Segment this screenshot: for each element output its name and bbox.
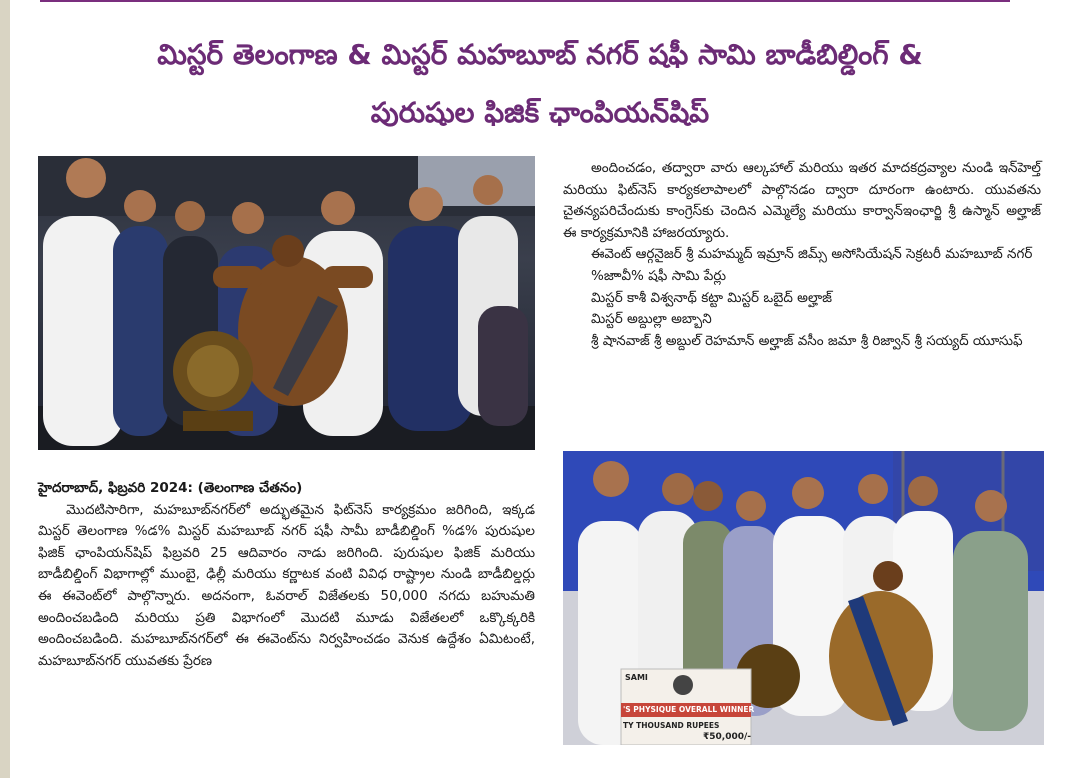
banner-line-2: TY THOUSAND RUPEES [623,721,720,730]
banner-logo: SAMI [625,673,648,682]
right-paragraph-1: అందించడం, తద్వారా వారు ఆల్కహాల్ మరియు ఇతర మాదకద్రవ్యాల నుండి ఇన్‌హెల్త్ మరియు ఫిట్‌నెస్ కార్యకలాపాలలో పాల్గొనడం ద్వారా దూరంగా ఉంటారు. యువతను చైతన్యపరిచేందుకు కాంగ్రెస్‌కు చెందిన ఎమ్మెల్యే మరియు కార్వాన్‌ఇంఛార్జి శ్రీ ఉస్మాన్ అల్హాజ్ ఈ కార్యక్రమానికి హాజరయ్యారు. [563,160,1041,241]
page-edge [0,0,10,778]
organizer-list-item: %జాావీ% షఫీ సామి పేర్లు [591,267,727,284]
article-left-column [38,478,535,672]
headline-line-1: మిస్టర్ తెలంగాణ & మిస్టర్ మహబూబ్ నగర్ షఫీ సామి బాడీబిల్డింగ్ & [157,38,923,71]
dateline: హైదరాబాద్, ఫిబ్రవరి 2024: (తెలంగాణ చేతనం) [38,480,303,496]
banner-amount: ₹50,000/- [703,732,752,742]
organizer-list-item: మిస్టర్ కాశీ విశ్వనాథ్ కట్టా మిస్టర్ ఒబైద్ అల్హాజ్ [591,289,832,306]
article-right-column [563,158,1041,352]
event-photo-group-trophy [38,156,535,450]
top-rule [40,0,1010,2]
event-photo-prize-winner [563,451,1044,745]
photo-1-illustration [38,156,535,450]
organizer-list-item: మిస్టర్ అబ్దుల్లా అబ్బాని [591,311,712,328]
organizer-list-item: శ్రీ షానవాజ్ శ్రీ అబ్దుల్ రెహమాన్ అల్హాజ్ వసీం జమా శ్రీ రిజ్వాన్ శ్రీ సయ్యద్ యూసుఫ్ [591,332,1023,349]
left-body-paragraph: మొదటిసారిగా, మహబూబ్‌నగర్‌లో అద్భుతమైన ఫిట్‌నెస్ కార్యక్రమం జరిగింది, ఇక్కడ మిస్టర్ తెలంగాణ %డ% మిస్టర్ మహబూబ్ నగర్ షఫీ సామీ బాడీబిల్డింగ్ %డ% పురుషుల ఫిజిక్ ఛాంపియన్‌షిప్ ఫిబ్రవరి 25 ఆదివారం నాడు జరిగింది. పురుషుల ఫిజిక్ మరియు బాడీబిల్డింగ్ విభాగాల్లో ముంబై, ఢిల్లీ మరియు కర్ణాటక వంటి వివిధ రాష్ట్రాల నుండి బాడీబిల్డర్లు ఈ ఈవెంట్‌లో పాల్గొన్నారు. అదనంగా, ఓవరాల్ విజేతలకు 50,000 నగదు బహుమతి అందించబడింది మరియు ప్రతి విభాగంలో మొదటి మూడు విజేతలలో ఒక్కొక్కరికి అందించబడింది. మహబూబ్‌నగర్‌లో ఈ ఈవెంట్‌ను నిర్వహించడం వెనుక ఉద్దేశం ఏమిటంటే, మహబూబ్‌నగర్ యువతకు ప్రేరణ [38,501,535,669]
banner-line-1: 'S PHYSIQUE OVERALL WINNER [623,705,755,714]
article-headline [40,26,1040,142]
right-paragraph-2: ఈవెంట్ ఆర్గనైజర్ శ్రీ మహమ్మద్ ఇమ్రాన్ జిమ్స్ అసోసియేషన్ సెక్రటరీ మహబూబ్ నగర్ [591,246,1033,263]
photo-2-illustration [563,451,1044,745]
headline-line-2: పురుషుల ఫిజిక్ ఛాంపియన్‌షిప్ [370,96,710,129]
